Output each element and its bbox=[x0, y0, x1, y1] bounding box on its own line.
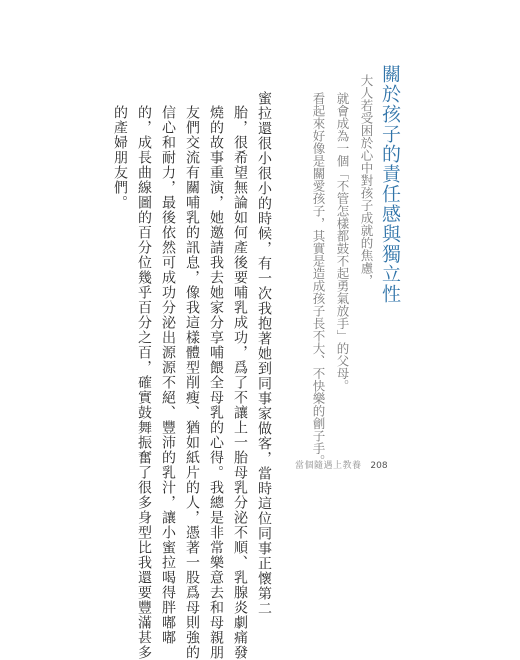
body-line: 的產婦朋友們。 bbox=[112, 105, 128, 210]
body-line: 信心和耐力，最後依然可成功分泌出源源不絕、豐沛的乳汁，讓小蜜拉喝得胖嘟嘟 bbox=[160, 105, 176, 645]
body-line: 友們交流有關哺乳的訊息，像我這樣體型削瘦、猶如紙片的人，憑著一股爲母則強的 bbox=[184, 105, 200, 660]
page-number: 208 bbox=[370, 461, 388, 471]
quote-line: 大人若受困於心中對孩子成就的焦慮， bbox=[359, 74, 374, 287]
body-line: 燒的故事重演，她邀請我去她家分享哺餵全母乳的心得。我總是非常樂意去和母親朋 bbox=[208, 105, 224, 660]
body-text bbox=[6, 91, 276, 660]
quote-line: 看起來好像是關愛孩子，其實是造成孩子長不大、不快樂的劊子手。 bbox=[311, 92, 326, 467]
body-line: 的，成長曲線圖的百分位幾乎百分之百，確實鼓舞振奮了很多身型比我還要豐滿甚多 bbox=[136, 105, 152, 660]
body-line: 蜜拉還很小很小的時候，有一次我抱著她到同事家做客，當時這位同事正懷第二 bbox=[256, 91, 272, 616]
page-footer bbox=[295, 458, 388, 471]
quote-line: 就會成為一個「不管怎樣都鼓不起勇氣放手」的父母。 bbox=[335, 92, 350, 392]
footer-section-name: 當個隨遇上教養 bbox=[295, 461, 362, 471]
body-line: 胎，很希望無論如何產後要哺乳成功，爲了不讓上一胎母乳分泌不順、乳腺炎劇痛發 bbox=[232, 105, 248, 660]
section-title: 關於孩子的責任感與獨立性 bbox=[379, 64, 401, 304]
